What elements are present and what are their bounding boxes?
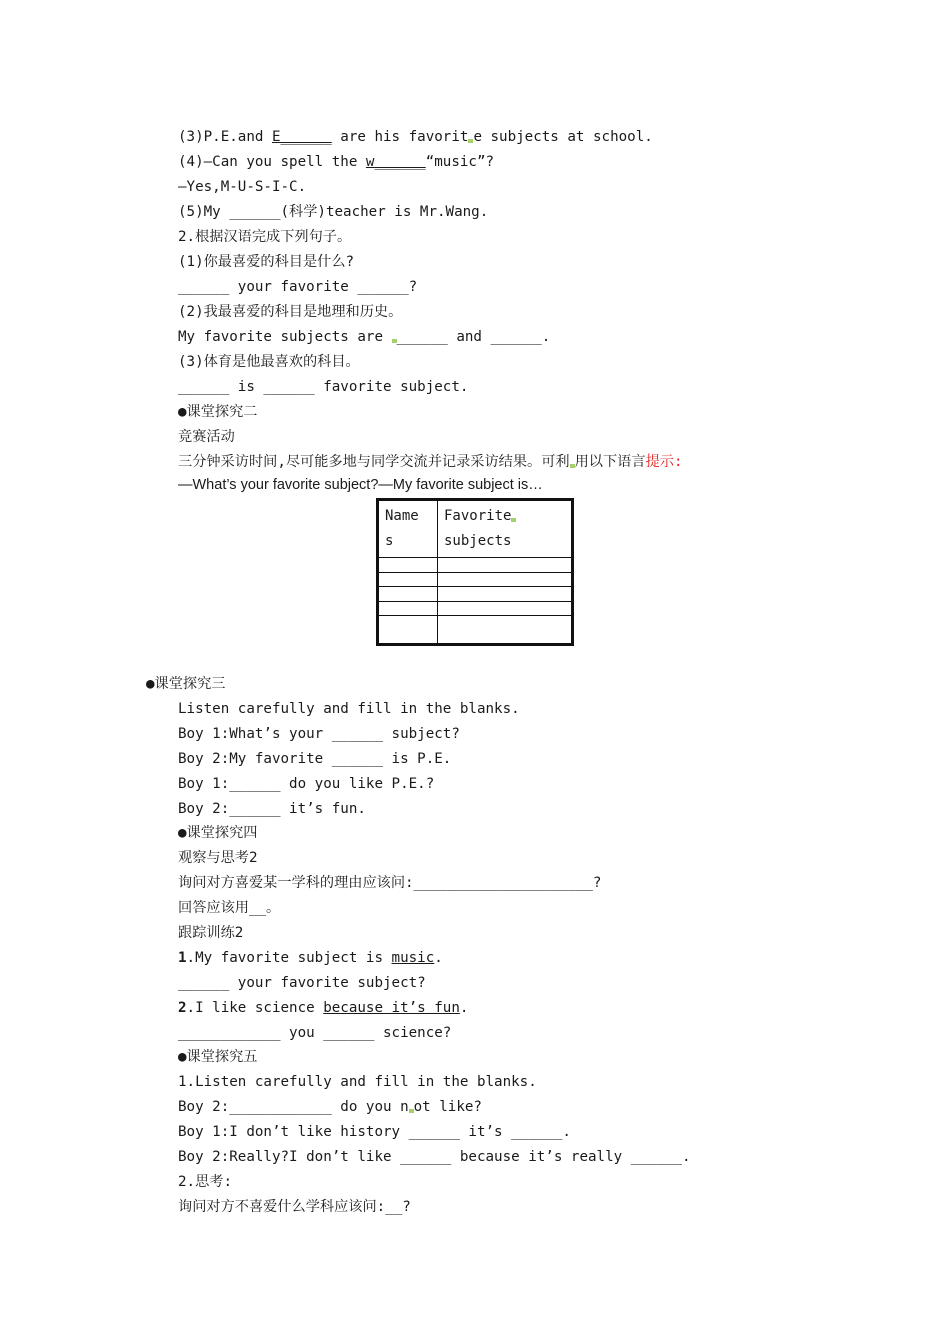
table-cell[interactable] <box>438 572 573 587</box>
exercise-line: Boy 2:My favorite ______ is P.E. <box>178 751 452 767</box>
table-header-names: Name s <box>378 500 438 558</box>
exercise-line: Boy 1:______ do you like P.E.? <box>178 776 435 792</box>
section-heading: ●课堂探究二 <box>178 404 258 420</box>
table-row <box>378 616 573 645</box>
table-cell[interactable] <box>438 616 573 645</box>
exercise-line: Boy 1:I don’t like history ______ it’s ______. <box>178 1124 571 1140</box>
exercise-line: (2)我最喜爱的科目是地理和历史。 <box>178 304 403 320</box>
exercise-line: Listen carefully and fill in the blanks. <box>178 701 520 717</box>
table-row <box>378 587 573 602</box>
dialogue-prompt: —What’s your favorite subject?—My favorite subject is… <box>178 477 543 493</box>
exercise-line: (4)—Can you spell the w______“music”? <box>178 154 495 170</box>
section-heading: ●课堂探究四 <box>178 825 258 841</box>
table-cell[interactable] <box>378 572 438 587</box>
exercise-line: (1)你最喜爱的科目是什么? <box>178 254 355 270</box>
exercise-line: 1.My favorite subject is music. <box>178 950 443 966</box>
exercise-line: 2.I like science because it’s fun. <box>178 1000 469 1016</box>
section-heading: 2.根据汉语完成下列句子。 <box>178 229 352 245</box>
favorite-subjects-table <box>376 498 574 646</box>
table-row <box>378 558 573 573</box>
exercise-line: ______ is ______ favorite subject. <box>178 379 469 395</box>
exercise-line: 2.思考: <box>178 1174 232 1190</box>
table-cell[interactable] <box>378 616 438 645</box>
exercise-line: —Yes,M-U-S-I-C. <box>178 179 307 195</box>
exercise-line: 询问对方不喜爱什么学科应该问:__? <box>178 1199 411 1215</box>
exercise-line: Boy 2:____________ do you n ot like? <box>178 1099 482 1115</box>
activity-instruction: 三分钟采访时间,尽可能多地与同学交流并记录采访结果。可利 用以下语言提示: <box>178 454 683 470</box>
exercise-line: (5)My ______(科学)teacher is Mr.Wang. <box>178 204 489 220</box>
exercise-line: ____________ you ______ science? <box>178 1025 452 1041</box>
exercise-line: 1.Listen carefully and fill in the blanks. <box>178 1074 537 1090</box>
exercise-line: Boy 2:Really?I don’t like ______ because it’s really ______. <box>178 1149 691 1165</box>
exercise-line: 观察与思考2 <box>178 850 258 866</box>
section-heading: ●课堂探究五 <box>178 1049 258 1065</box>
table-cell[interactable] <box>378 587 438 602</box>
table-row <box>378 572 573 587</box>
table-cell[interactable] <box>438 587 573 602</box>
exercise-line: My favorite subjects are ______ and ______. <box>178 329 551 345</box>
exercise-line: 跟踪训练2 <box>178 925 244 941</box>
exercise-line: 询问对方喜爱某一学科的理由应该问:_____________________? <box>178 875 602 891</box>
exercise-line: ______ your favorite ______? <box>178 279 418 295</box>
activity-title: 竞赛活动 <box>178 429 235 445</box>
exercise-line: Boy 1:What’s your ______ subject? <box>178 726 460 742</box>
section-heading: ●课堂探究三 <box>146 676 226 692</box>
exercise-line: Boy 2:______ it’s fun. <box>178 801 366 817</box>
table-cell[interactable] <box>378 601 438 616</box>
exercise-line: 回答应该用__。 <box>178 900 281 916</box>
table-cell[interactable] <box>378 558 438 573</box>
hint-label: 提示: <box>645 454 683 470</box>
exercise-line: (3)P.E.and E______ are his favorit e subjects at school. <box>178 129 653 145</box>
exercise-line: ______ your favorite subject? <box>178 975 426 991</box>
table-row <box>378 601 573 616</box>
table-header-subjects: Favorite subjects <box>438 500 573 558</box>
table-cell[interactable] <box>438 558 573 573</box>
exercise-line: (3)体育是他最喜欢的科目。 <box>178 354 360 370</box>
table-cell[interactable] <box>438 601 573 616</box>
